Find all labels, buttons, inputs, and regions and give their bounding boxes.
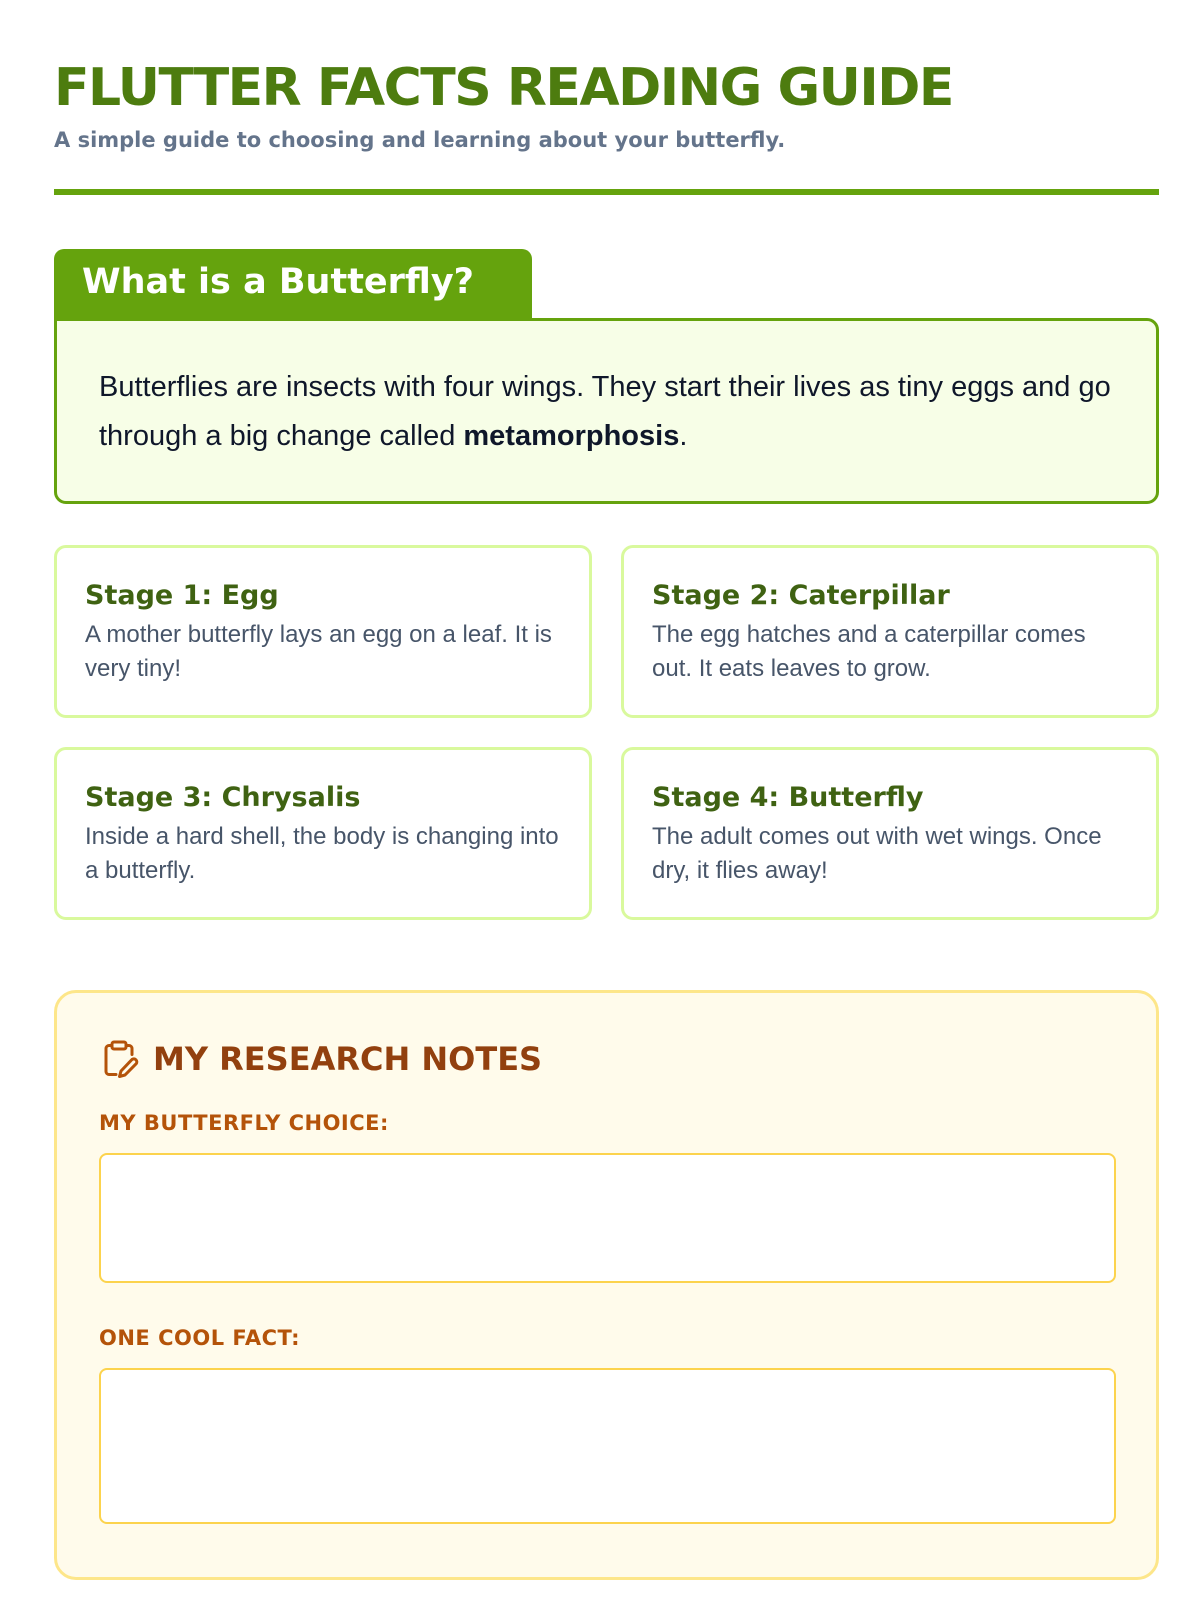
stage-card-butterfly xyxy=(621,747,1159,920)
butterfly-choice-input[interactable] xyxy=(99,1153,1116,1283)
stage-card-egg xyxy=(54,545,592,718)
research-notes-box xyxy=(54,990,1159,1580)
stage-title: Stage 3: Chrysalis xyxy=(85,782,361,813)
section-tab-what-is-butterfly: What is a Butterfly? xyxy=(54,249,532,319)
research-notes-header xyxy=(101,1037,542,1081)
title-divider xyxy=(54,189,1159,195)
page-title: FLUTTER FACTS READING GUIDE xyxy=(54,58,953,118)
research-notes-title: MY RESEARCH NOTES xyxy=(153,1040,543,1078)
stage-description: A mother butterfly lays an egg on a leaf. It is very tiny! xyxy=(85,621,552,682)
intro-text: Butterflies are insects with four wings. They start their lives as tiny eggs and go through a big change called xyxy=(99,371,1111,452)
stage-description: The egg hatches and a caterpillar comes out. It eats leaves to grow. xyxy=(652,621,1086,682)
intro-box xyxy=(54,318,1159,504)
intro-bold-term: metamorphosis xyxy=(463,420,680,452)
stage-card-caterpillar xyxy=(621,545,1159,718)
stage-title: Stage 1: Egg xyxy=(85,580,279,611)
butterfly-choice-label: MY BUTTERFLY CHOICE: xyxy=(99,1111,389,1135)
intro-text-end: . xyxy=(679,420,688,452)
stage-title: Stage 2: Caterpillar xyxy=(652,580,950,611)
cool-fact-input[interactable] xyxy=(99,1368,1116,1524)
page-subtitle: A simple guide to choosing and learning about your butterfly. xyxy=(54,128,786,152)
cool-fact-label: ONE COOL FACT: xyxy=(99,1326,301,1350)
stage-card-chrysalis xyxy=(54,747,592,920)
stage-description: Inside a hard shell, the body is changing into a butterfly. xyxy=(85,823,559,884)
clipboard-pen-icon xyxy=(101,1039,139,1079)
stage-description: The adult comes out with wet wings. Once dry, it flies away! xyxy=(652,823,1102,884)
stage-title: Stage 4: Butterfly xyxy=(652,782,924,813)
